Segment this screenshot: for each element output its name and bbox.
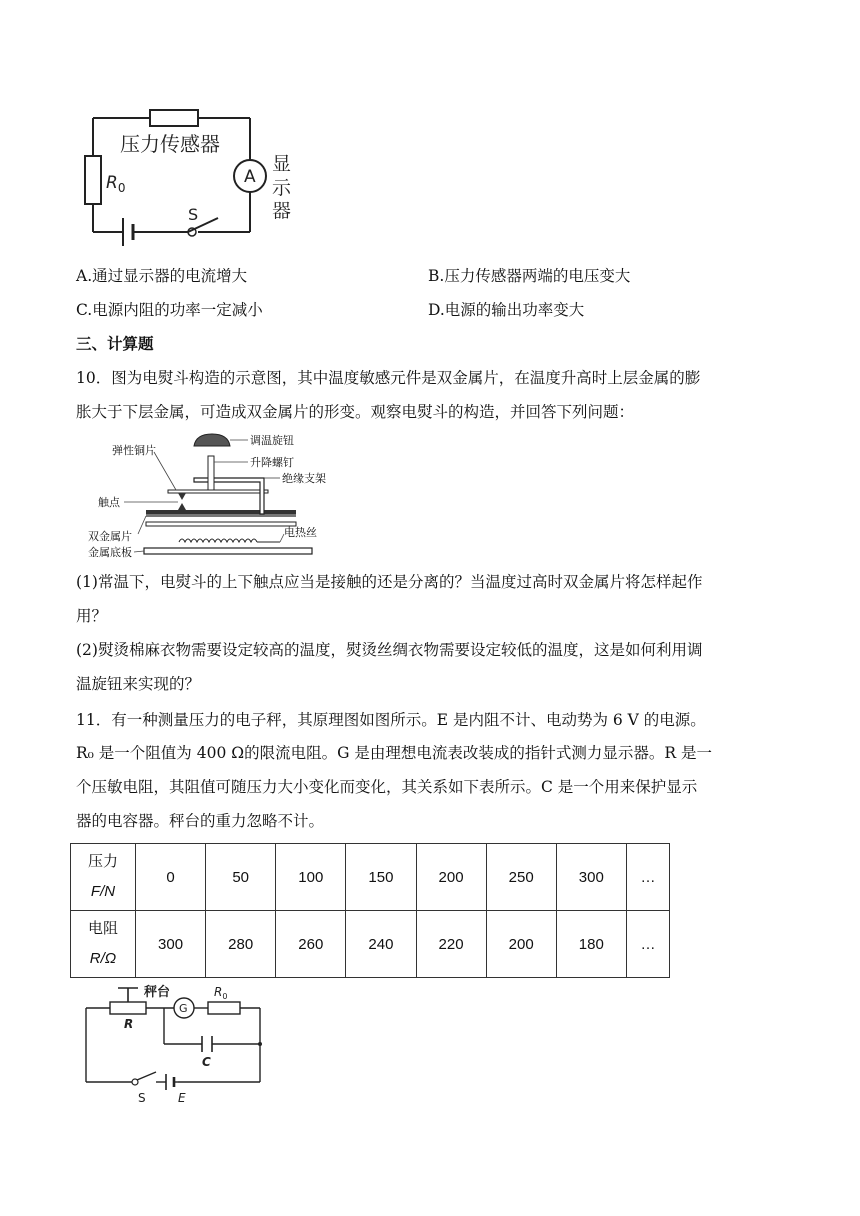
- table-cell: 220: [416, 911, 486, 978]
- ammeter-label: A: [244, 167, 256, 187]
- q11-line1: 11．有一种测量压力的电子秤，其原理图如图所示。E 是内阻不计、电动势为 6 V 的电源。: [76, 711, 706, 729]
- label-c: C: [202, 1055, 211, 1069]
- label-platform: 秤台: [144, 985, 171, 1000]
- label-bracket: 绝缘支架: [282, 472, 326, 485]
- switch-s-label: S: [188, 205, 199, 224]
- table-row-pressure: [71, 844, 670, 911]
- display-label-2: 示: [272, 177, 292, 199]
- option-c: C.电源内阻的功率一定减小: [76, 301, 263, 319]
- bimetal-strip: [146, 510, 296, 514]
- label-spring: 弹性铜片: [112, 444, 156, 457]
- pressure-sensor-circuit-figure: [80, 100, 310, 250]
- table-cell: 150: [346, 844, 416, 911]
- switch-s: [132, 1072, 156, 1085]
- upper-contact: [178, 493, 186, 500]
- q10-stem-line1: 10．图为电熨斗构造的示意图，其中温度敏感元件是双金属片，在温度升高时上层金属的膨: [76, 369, 701, 387]
- q10-sub1-line2: 用？: [76, 607, 108, 625]
- label-bimetal: 双金属片: [88, 530, 132, 543]
- q10-sub2-line2: 温旋钮来实现的？: [76, 675, 201, 693]
- electronic-scale-circuit-figure: [80, 980, 270, 1106]
- table-head-pressure: 压力 F/N: [71, 844, 136, 911]
- label-wire: 电热丝: [284, 526, 317, 539]
- pressure-sensor-label: 压力传感器: [120, 132, 220, 156]
- q10-stem-line2: 胀大于下层金属，可造成双金属片的形变。观察电熨斗的构造，并回答下列问题：: [76, 403, 635, 421]
- electric-iron-figure: [84, 430, 344, 562]
- display-label-3: 器: [272, 200, 292, 222]
- q11-line4: 器的电容器。秤台的重力忽略不计。: [76, 812, 325, 830]
- table-cell: …: [626, 911, 669, 978]
- table-cell: 300: [136, 911, 206, 978]
- label-screw: 升降螺钉: [250, 456, 294, 469]
- option-a: A.通过显示器的电流增大: [76, 267, 248, 285]
- table-cell: 0: [136, 844, 206, 911]
- capacitor-c: [202, 1036, 212, 1052]
- lifting-screw: [208, 456, 214, 490]
- label-g: G: [179, 1002, 188, 1015]
- elastic-copper-strip: [168, 490, 268, 493]
- table-cell: 200: [416, 844, 486, 911]
- table-cell: …: [626, 844, 669, 911]
- label-knob: 调温旋钮: [250, 434, 294, 447]
- table-cell: 240: [346, 911, 416, 978]
- pressure-resistance-table: [70, 843, 670, 978]
- label-s: S: [138, 1091, 146, 1105]
- heating-wire: [179, 539, 280, 542]
- q10-sub2-line1: (2)熨烫棉麻衣物需要设定较高的温度，熨烫丝绸衣物需要设定较低的温度，这是如何利用调: [76, 641, 703, 659]
- option-b: B.压力传感器两端的电压变大: [428, 267, 631, 285]
- temperature-knob: [194, 434, 230, 446]
- table-cell: 180: [556, 911, 626, 978]
- label-base: 金属底板: [88, 546, 132, 559]
- scale-platform: [118, 988, 138, 1002]
- option-d: D.电源的输出功率变大: [428, 301, 585, 319]
- label-e: E: [178, 1091, 186, 1105]
- r0-resistor: [85, 156, 101, 204]
- table-cell: 250: [486, 844, 556, 911]
- display-label-1: 显: [272, 153, 292, 175]
- pressure-sensitive-resistor-r: [110, 1002, 146, 1014]
- lower-contact: [178, 503, 186, 510]
- q11-line2: R₀ 是一个阻值为 400 Ω的限流电阻。G 是由理想电流表改装成的指针式测力显示器。R 是一: [76, 744, 713, 762]
- source-e: [166, 1074, 178, 1090]
- table-cell: 280: [206, 911, 276, 978]
- metal-base-plate: [144, 548, 312, 554]
- label-contact: 触点: [98, 496, 120, 509]
- table-cell: 200: [486, 911, 556, 978]
- label-r: R: [124, 1017, 134, 1031]
- table-cell: 100: [276, 844, 346, 911]
- section-title: 三、计算题: [76, 334, 154, 353]
- q10-sub1-line1: (1)常温下，电熨斗的上下触点应当是接触的还是分离的？当温度过高时双金属片将怎样起作: [76, 573, 703, 591]
- table-cell: 50: [206, 844, 276, 911]
- table-row-resistance: [71, 911, 670, 978]
- insulation-bracket: [194, 478, 264, 514]
- q11-line3: 个压敏电阻，其阻值可随压力大小变化而变化，其关系如下表所示。C 是一个用来保护显示: [76, 778, 698, 796]
- pressure-sensor-resistor: [150, 110, 198, 126]
- table-head-resistance: 电阻 R/Ω: [71, 911, 136, 978]
- limiting-resistor-r0: [208, 1002, 240, 1014]
- battery-symbol: [123, 218, 140, 246]
- table-cell: 260: [276, 911, 346, 978]
- label-r0: $R_0$: [214, 985, 228, 1001]
- table-cell: 300: [556, 844, 626, 911]
- r0-label: $R_0$: [106, 173, 126, 195]
